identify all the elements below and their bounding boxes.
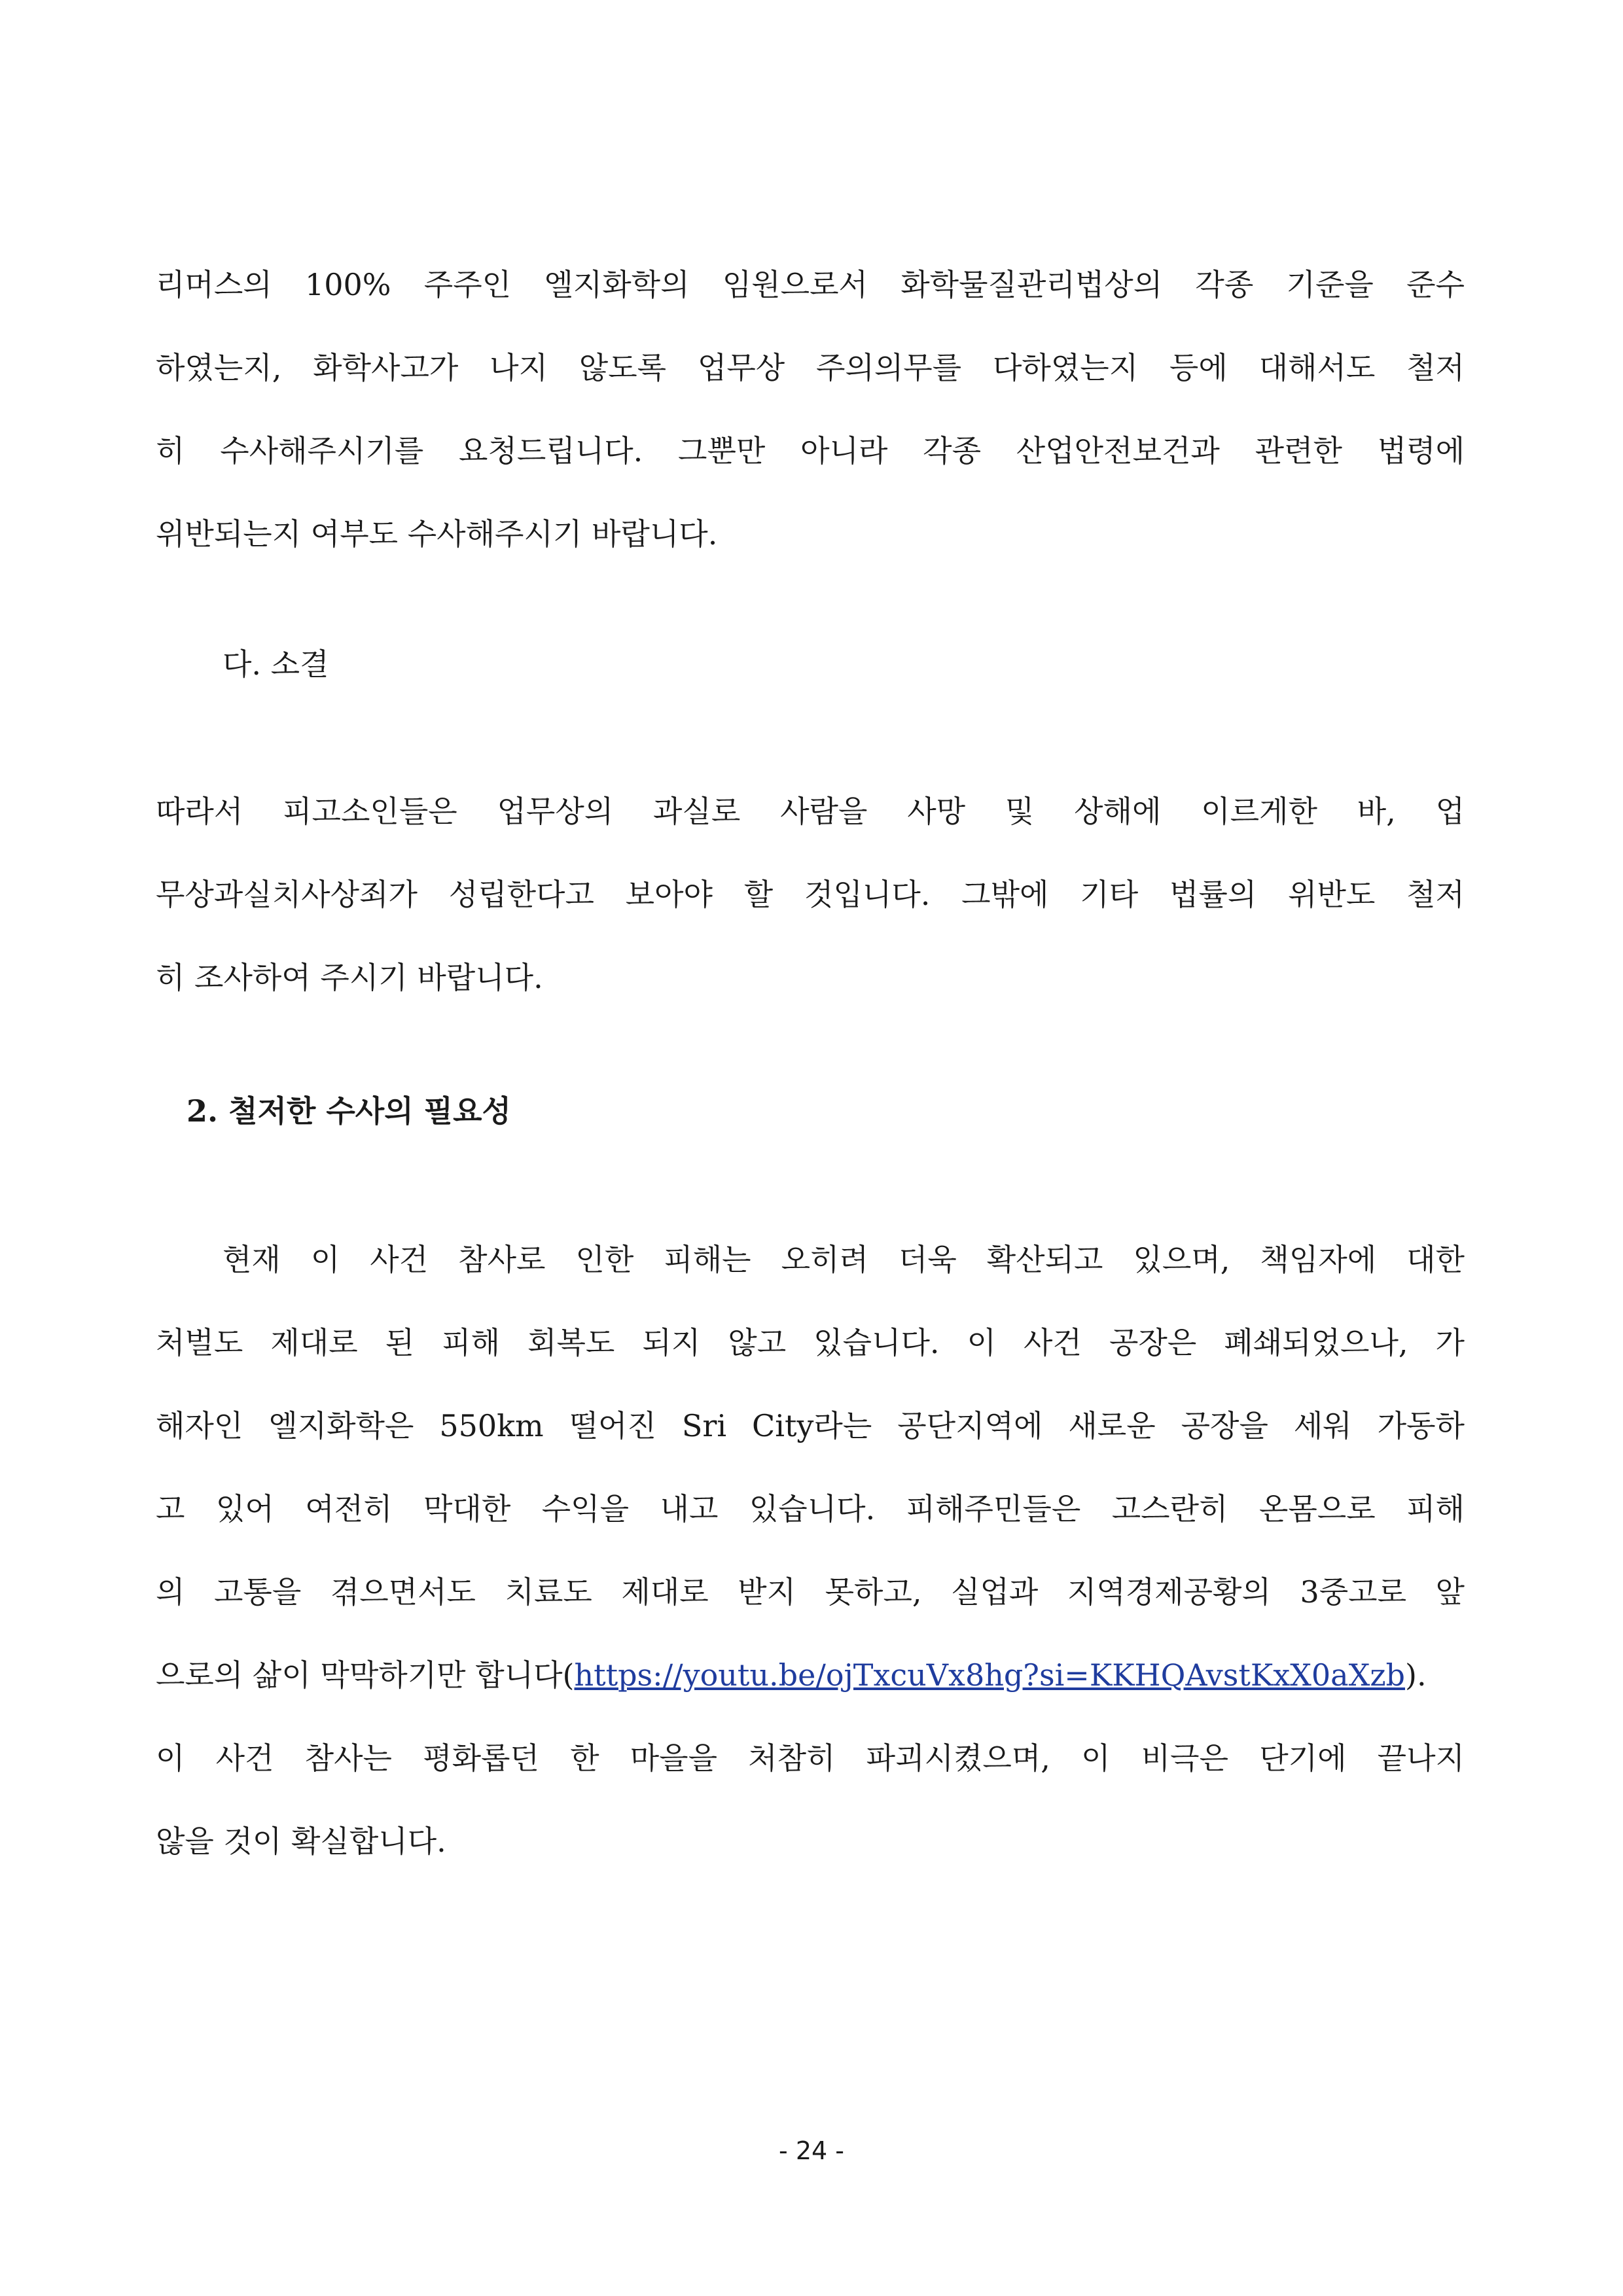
conclusion-line-2: 무상과실치사상죄가 성립한다고 보아야 할 것입니다. 그밖에 기타 법률의 위반도 철저 (156, 877, 1465, 912)
intro-line-2: 하였는지, 화학사고가 나지 않도록 업무상 주의의무를 다하였는지 등에 대해서도 철저 (156, 350, 1465, 385)
section2-line-1: 현재 이 사건 참사로 인한 피해는 오히려 더욱 확산되고 있으며, 책임자에 대한 (223, 1242, 1465, 1277)
subsection-title: 다. 소결 (223, 646, 329, 682)
link-line-prefix: 으로의 삶이 막막하기만 합니다( (156, 1657, 575, 1693)
section2-line-4: 고 있어 여전히 막대한 수익을 내고 있습니다. 피해주민들은 고스란히 온몸으로 피해 (156, 1491, 1465, 1527)
section2-line-3: 해자인 엘지화학은 550km 떨어진 Sri City라는 공단지역에 새로운 공장을 세워 가동하 (156, 1408, 1465, 1443)
section2-line-2: 처벌도 제대로 된 피해 회복도 되지 않고 있습니다. 이 사건 공장은 폐쇄되었으나, 가 (156, 1325, 1465, 1360)
intro-line-1: 리머스의 100% 주주인 엘지화학의 임원으로서 화학물질관리법상의 각종 기준을 준수 (156, 267, 1465, 302)
intro-line-3: 히 수사해주시기를 요청드립니다. 그뿐만 아니라 각종 산업안전보건과 관련한 법령에 (156, 433, 1465, 468)
intro-line-4: 위반되는지 여부도 수사해주시기 바랍니다. (156, 516, 718, 552)
link-line-suffix: ). (1405, 1657, 1427, 1693)
section2-line-8: 않을 것이 확실합니다. (156, 1824, 446, 1859)
page-number: - 24 - (779, 2136, 844, 2165)
section2-line-5: 의 고통을 겪으면서도 치료도 제대로 받지 못하고, 실업과 지역경제공황의 3중고로 앞 (156, 1574, 1465, 1610)
section2-line-7: 이 사건 참사는 평화롭던 한 마을을 처참히 파괴시켰으며, 이 비극은 단기에 끝나지 (156, 1740, 1465, 1776)
youtube-link[interactable]: https://youtu.be/ojTxcuVx8hg?si=KKHQAvstKxX0aXzb (574, 1657, 1405, 1693)
conclusion-line-1: 따라서 피고소인들은 업무상의 과실로 사람을 사망 및 상해에 이르게한 바, 업 (156, 794, 1465, 829)
section2-line-6 (156, 1655, 1465, 1695)
conclusion-line-3: 히 조사하여 주시기 바랍니다. (156, 960, 543, 995)
section-heading: 2. 철저한 수사의 필요성 (187, 1093, 511, 1129)
